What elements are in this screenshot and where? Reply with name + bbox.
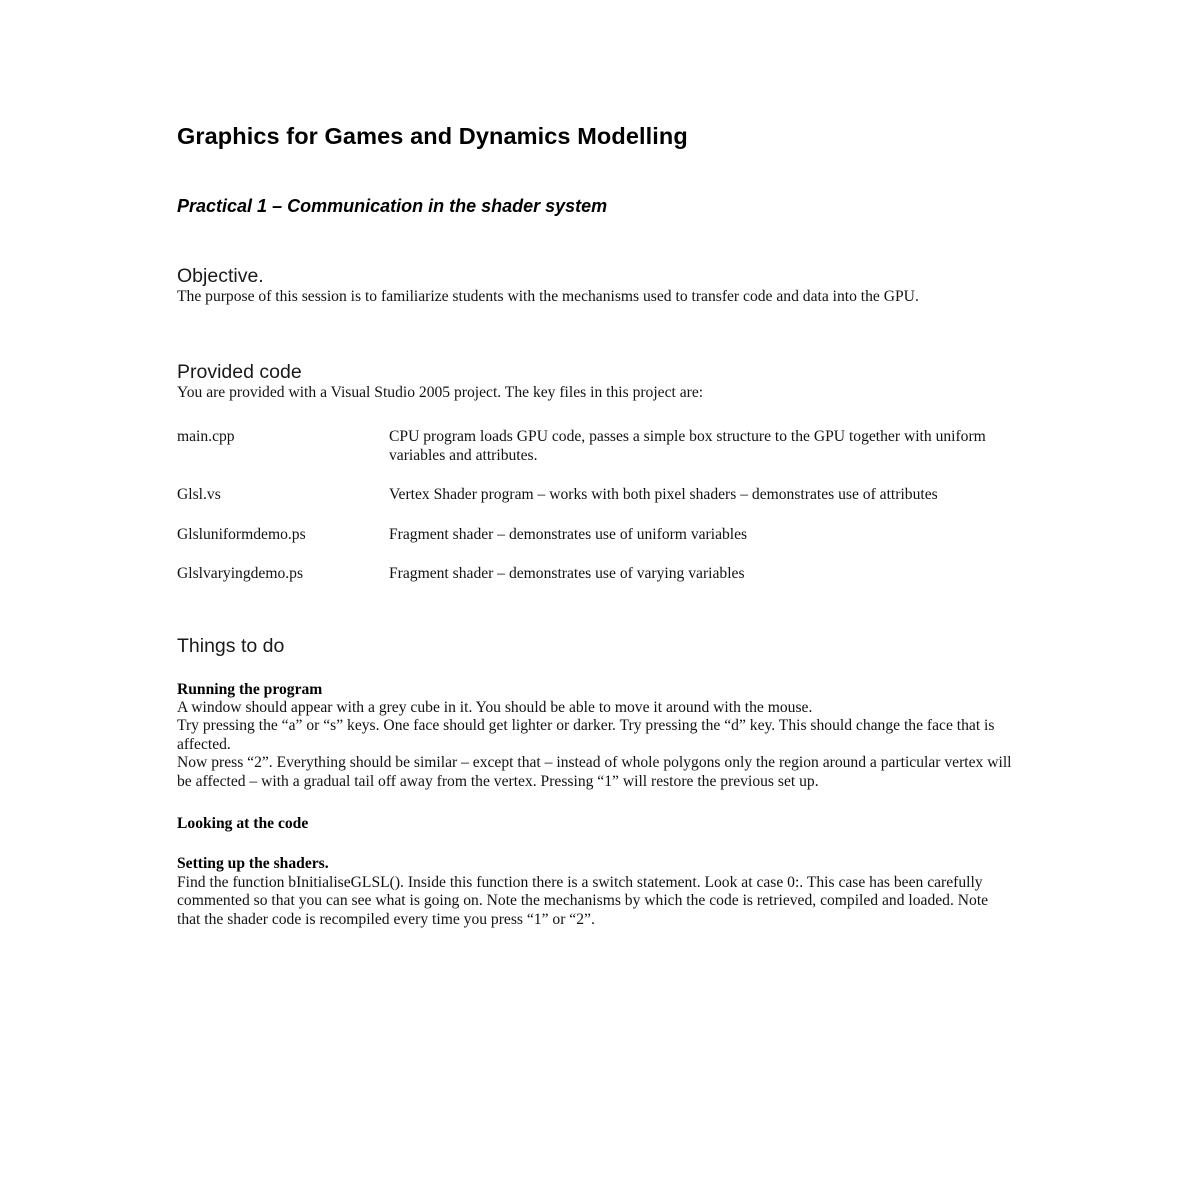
file-description: Fragment shader – demonstrates use of varying variables bbox=[389, 564, 745, 582]
provided-files-table bbox=[177, 428, 1013, 583]
running-paragraph-3: Now press “2”. Everything should be similar – except that – instead of whole polygons only the region around a particular vertex will be affected – with a gradual tail off away from the vertex. Pressing “1” will restore the previous set up. bbox=[177, 754, 1012, 790]
sub-heading-looking-at-the-code: Looking at the code bbox=[177, 815, 309, 833]
table-row bbox=[177, 428, 1013, 486]
document-subtitle: Practical 1 – Communication in the shader system bbox=[177, 196, 608, 217]
objective-paragraph: The purpose of this session is to familiarize students with the mechanisms used to transfer code and data into the GPU. bbox=[177, 288, 919, 306]
file-description: Vertex Shader program – works with both pixel shaders – demonstrates use of attributes bbox=[389, 486, 938, 504]
sub-heading-running-the-program: Running the program bbox=[177, 680, 323, 698]
section-heading-provided-code: Provided code bbox=[177, 360, 302, 383]
document-title: Graphics for Games and Dynamics Modelling bbox=[177, 123, 688, 149]
table-row bbox=[177, 486, 1013, 525]
section-heading-objective: Objective. bbox=[177, 264, 264, 287]
file-name: Glslvaryingdemo.ps bbox=[177, 564, 304, 582]
file-name: main.cpp bbox=[177, 428, 235, 446]
file-description: Fragment shader – demonstrates use of uniform variables bbox=[389, 525, 748, 543]
setting-up-the-shaders-paragraph: Find the function bInitialiseGLSL(). Inside this function there is a switch statement. Look at case 0:. This case has been carefully commented so that you can see what is going on. Note the mechanisms by which the code is retrieved, compiled and loaded. Note that the shader code is recompiled every time you press “1” or “2”. bbox=[177, 873, 989, 928]
file-description: CPU program loads GPU code, passes a simple box structure to the GPU together with uniform variables and attributes. bbox=[389, 428, 986, 464]
table-row bbox=[177, 526, 1013, 565]
running-paragraph-1: A window should appear with a grey cube in it. You should be able to move it around with the mouse. bbox=[177, 699, 813, 717]
sub-heading-setting-up-the-shaders: Setting up the shaders. bbox=[177, 855, 329, 873]
table-row bbox=[177, 565, 1013, 583]
section-heading-things-to-do: Things to do bbox=[177, 635, 285, 658]
file-name: Glsluniformdemo.ps bbox=[177, 525, 306, 543]
running-paragraph-2: Try pressing the “a” or “s” keys. One face should get lighter or darker. Try pressing the “d” key. This should change the face that is affected. bbox=[177, 717, 995, 753]
file-name: Glsl.vs bbox=[177, 486, 221, 504]
provided-code-intro: You are provided with a Visual Studio 2005 project. The key files in this project are: bbox=[177, 383, 704, 401]
document-content bbox=[177, 122, 1013, 929]
